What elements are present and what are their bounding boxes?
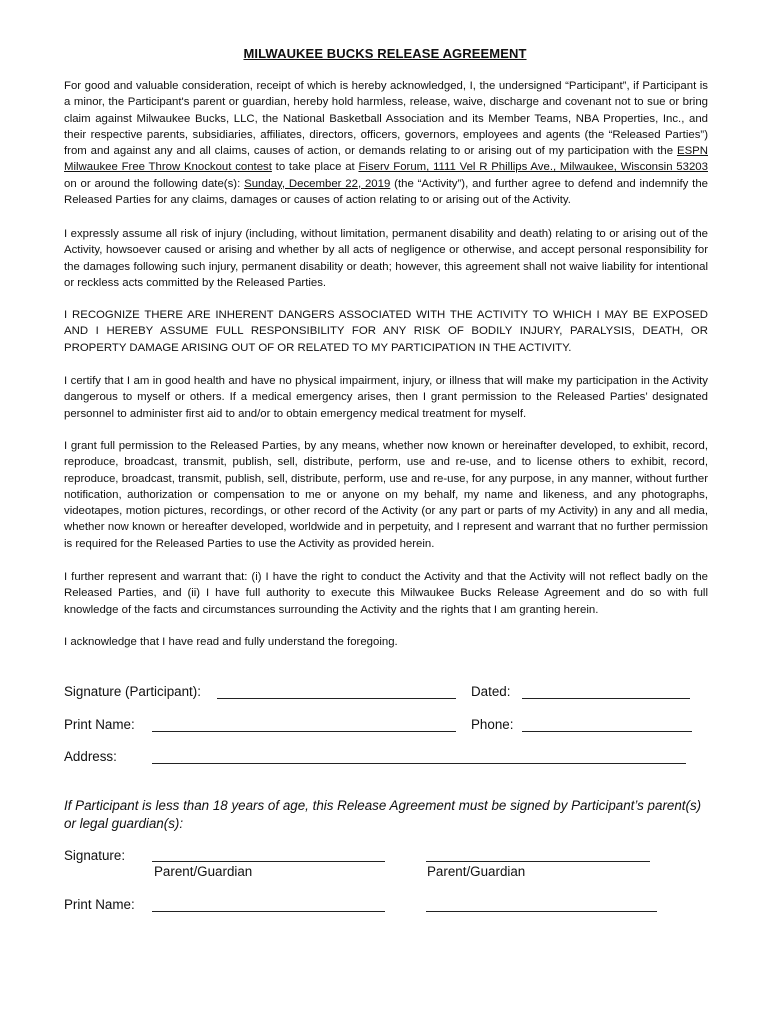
paragraph-release-text-b: to take place at (271, 161, 359, 174)
paragraph-release-text-c: on or around the following date(s): (64, 177, 245, 190)
paragraph-release-text-a: For good and valuable consideration, receipt of which is hereby acknowledged, I, the undersigned “Participant”, if Participant is a minor, the Participant's parent or guardian, hereby hold harmless, release, waive, discharge and covenant not to sue or bring claim against Milwaukee Bucks, LLC, the National Basketball Association and its Member Teams, NBA Properties, Inc., and their respective parents, subsidiaries, affiliates, directors, officers, governors, employees and agents (the “Released Parties”) from and against any and all claims, causes of action, or demands relating to or arising out of my participation with the (64, 80, 708, 158)
phone-label: Phone: (471, 717, 514, 732)
phone-field[interactable] (522, 731, 692, 732)
guardian-caption-1: Parent/Guardian (154, 864, 253, 879)
guardian-signature-label: Signature: (64, 848, 126, 863)
event-name: ESPN Milwaukee Free Throw Knockout contest (64, 145, 708, 174)
guardian-caption-2: Parent/Guardian (427, 864, 526, 879)
paragraph-acknowledgement: I acknowledge that I have read and fully understand the foregoing. (64, 636, 398, 648)
print-name-field[interactable] (152, 731, 456, 732)
guardian-print-name-label: Print Name: (64, 897, 135, 912)
signature-label: Signature (Participant): (64, 684, 201, 699)
event-date: Sunday, December 22, 2019 (244, 177, 391, 190)
print-name-label: Print Name: (64, 717, 135, 732)
dated-field[interactable] (522, 698, 690, 699)
address-field[interactable] (152, 763, 686, 764)
guardian-print-name-field-1[interactable] (152, 911, 385, 912)
guardian-print-name-field-2[interactable] (426, 911, 657, 912)
minor-guardian-note: If Participant is less than 18 years of age, this Release Agreement must be signed by Participant’s parent(s) or legal guardian(s): (64, 798, 702, 831)
paragraph-representations: I further represent and warrant that: (i) I have the right to conduct the Activity and that the Activity will not reflect badly on the Released Parties, and (ii) I have full authority to execute this Milwaukee Bucks Release Agreement and do so with full knowledge of the facts and circumstances surrounding the Activity and the rights that I am granting herein. (64, 571, 708, 616)
event-venue: Fiserv Forum, 1111 Vel R Phillips Ave., Milwaukee, Wisconsin 53203 (358, 161, 708, 174)
participant-signature-field[interactable] (217, 698, 456, 699)
guardian-signature-field-2[interactable] (426, 861, 650, 862)
paragraph-media-permission: I grant full permission to the Released Parties, by any means, whether now known or hereinafter developed, to exhibit, record, reproduce, broadcast, transmit, publish, sell, distribute, perform, use and re-use, and to license others to exhibit, record, reproduce, broadcast, transmit, publish, sell, distribute, perform, use and re-use, for any purpose, in any manner, without further notification, authorization or compensation to me or anyone on my behalf, my name and likeness, and any photographs, videotapes, motion pictures, recordings, or other record of the Activity (or any part or parts of my Activity) in any and all media, whether now known or hereafter developed, worldwide and in perpetuity, and I represent and warrant that no further permission is required for the Released Parties to use the Activity as provided herein. (64, 440, 708, 550)
paragraph-health-certification: I certify that I am in good health and have no physical impairment, injury, or illness that will make my participation in the Activity dangerous to myself or others. If a medical emergency arises, then I grant permission to the Released Parties’ designated personnel to administer first aid to and/or to obtain emergency medical treatment for myself. (64, 375, 708, 420)
paragraph-release-text-d: (the “Activity”), and further agree to defend and indemnify the Released Parties for any claims, damages or causes of action relating to or arising out of the Activity. (64, 177, 708, 207)
guardian-signature-field-1[interactable] (152, 861, 385, 862)
document-title: MILWAUKEE BUCKS RELEASE AGREEMENT (243, 46, 527, 61)
paragraph-assumption-of-risk: I expressly assume all risk of injury (including, without limitation, permanent disability and death) relating to or arising out of the Activity, howsoever caused or arising and whether by all acts of negligence or otherwise, and accept personal responsibility for the damages following such injury, permanent disability or death; however, this agreement shall not waive liability for intentional or reckless acts committed by the Released Parties. (64, 228, 708, 289)
dated-label: Dated: (471, 684, 511, 699)
paragraph-release (64, 78, 708, 208)
address-label: Address: (64, 749, 117, 764)
paragraph-inherent-dangers: I RECOGNIZE THERE ARE INHERENT DANGERS ASSOCIATED WITH THE ACTIVITY TO WHICH I MAY BE EXPOSED AND I HEREBY ASSUME FULL RESPONSIBILITY FOR ANY RISK OF BODILY INJURY, PARALYSIS, DEATH, OR PROPERTY DAMAGE ARISING OUT OF OR RELATED TO MY PARTICIPATION IN THE ACTIVITY. (64, 309, 708, 354)
